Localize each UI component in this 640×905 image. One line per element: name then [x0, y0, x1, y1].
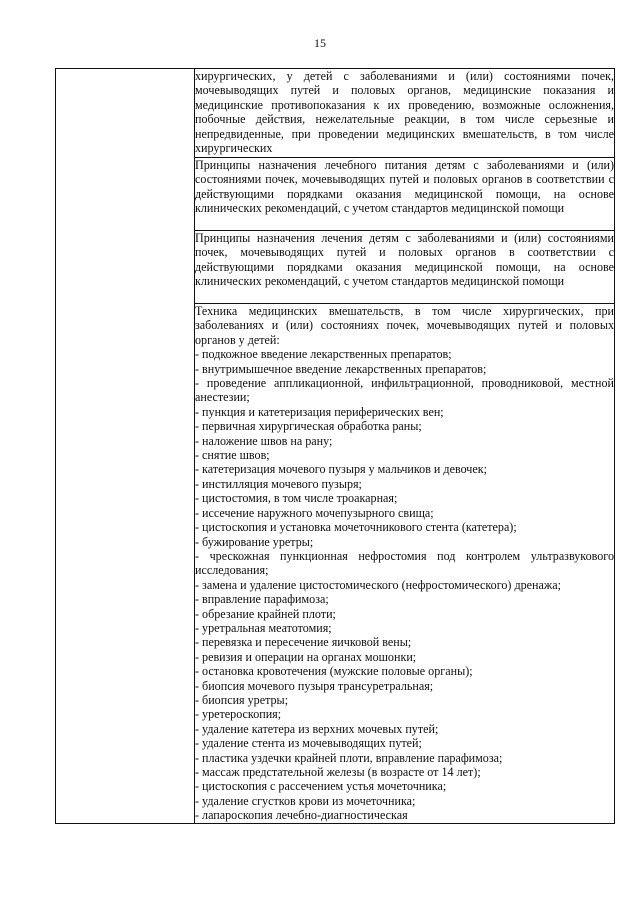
list-item: - биопсия уретры; [195, 692, 289, 707]
list-item: - лапароскопия лечебно-диагностическая [195, 808, 408, 823]
list-item: - бужирование уретры; [195, 534, 314, 549]
list-item: - цистоскопия и установка мочеточникового стента (катетера); [195, 520, 517, 535]
list-item: - снятие швов; [195, 448, 270, 463]
list-item: - проведение аппликационной, инфильтрационной, проводниковой, местной анестезии; [195, 376, 614, 405]
cell-text: Принципы назначения лечения детям с заболеваниями и (или) состояниями почек, мочевыводящих путей и половых органов в соответствии с действующими порядками оказания медицинской помощи, на основе клинических рекомендаций, с учетом стандартов медицинской помощи [195, 231, 614, 289]
cell-text: Принципы назначения лечебного питания детям с заболеваниями и (или) состояниями почек, мочевыводящих путей и половых органов в соответствии с действующими порядками оказания медицинской помощи, на основе клинических рекомендаций, с учетом стандартов медицинской помощи [195, 158, 614, 216]
table-cell [195, 231, 615, 304]
list-item: - цистоскопия с рассечением устья мочеточника; [195, 779, 447, 794]
list-item: - внутримышечное введение лекарственных препаратов; [195, 361, 487, 376]
list-item: - удаление катетера из верхних мочевых путей; [195, 721, 439, 736]
left-column-cell [56, 69, 195, 824]
list-item: - катетеризация мочевого пузыря у мальчиков и девочек; [195, 462, 487, 477]
table-cell [195, 69, 615, 158]
cell-intro-text: Техника медицинских вмешательств, в том числе хирургических, при заболеваниях и (или) состояниях почек, мочевыводящих путей и половых органов у детей: [195, 304, 614, 347]
cell-text: хирургических, у детей с заболеваниями и (или) состояниями почек, мочевыводящих путей и половых органов, медицинские показания и медицинские противопоказания к их проведению, возможные осложнения, побочные действия, нежелательные реакции, в том числе серьезные и непредвиденные, при проведении медицинских вмешательств, в том числе хирургических [195, 69, 614, 156]
page-number: 15 [314, 36, 326, 50]
list-item: - удаление сгустков крови из мочеточника; [195, 793, 416, 808]
list-item: - иссечение наружного мочепузырного свища; [195, 505, 434, 520]
list-item: - первичная хирургическая обработка раны; [195, 419, 422, 434]
list-item: - наложение швов на рану; [195, 433, 333, 448]
list-item: - ревизия и операции на органах мошонки; [195, 649, 417, 664]
list-item: - уретральная меатотомия; [195, 620, 332, 635]
list-item: - цистостомия, в том числе троакарная; [195, 491, 398, 506]
list-item: - обрезание крайней плоти; [195, 606, 336, 621]
list-item: - вправление парафимоза; [195, 592, 329, 607]
requirements-table [55, 68, 615, 824]
list-item: - удаление стента из мочевыводящих путей; [195, 736, 422, 751]
list-item: - инстилляция мочевого пузыря; [195, 476, 362, 491]
table-cell [195, 304, 615, 824]
table-row [56, 69, 615, 158]
list-item: - пластика уздечки крайней плоти, вправление парафимоза; [195, 750, 503, 765]
list-item: - массаж предстательной железы (в возрасте от 14 лет); [195, 765, 481, 779]
list-item: - подкожное введение лекарственных препаратов; [195, 347, 452, 362]
list-item: - пункция и катетеризация периферических вен; [195, 404, 444, 419]
list-item: - перевязка и пересечение яичковой вены; [195, 635, 412, 650]
list-item: - чрескожная пункционная нефростомия под контролем ультразвукового исследования; [195, 548, 614, 578]
list-item: - уретероскопия; [195, 707, 282, 722]
list-item: - биопсия мочевого пузыря трансуретральная; [195, 678, 434, 693]
list-item: - замена и удаление цистостомического (нефростомического) дренажа; [195, 577, 561, 592]
table-cell [195, 158, 615, 231]
list-item: - остановка кровотечения (мужские половые органы); [195, 664, 473, 679]
